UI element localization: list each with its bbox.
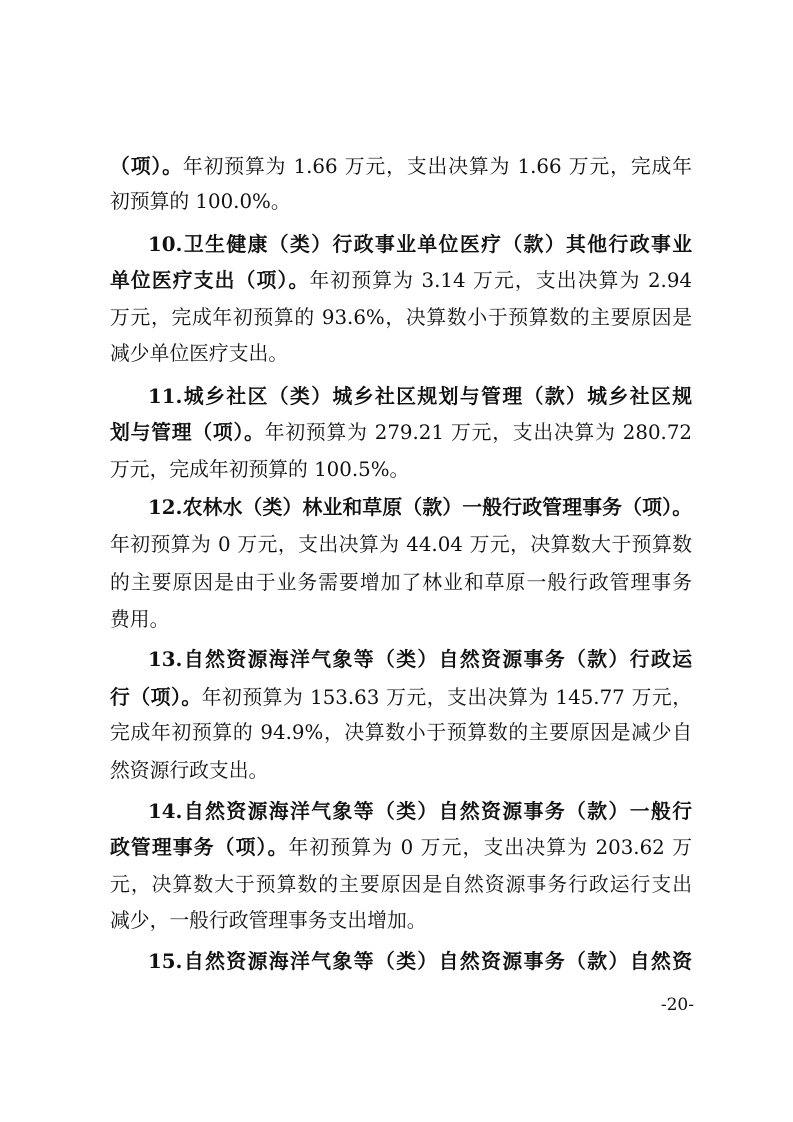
text-line <box>110 830 692 864</box>
text-line <box>110 754 692 788</box>
bold-heading-fragment: 单位医疗支出（项）。 <box>110 268 310 292</box>
body-text-fragment: 的主要原因是由于业务需要增加了林业和草原一般行政管理事务 <box>110 571 692 594</box>
bold-heading-fragment: （项）。 <box>110 154 183 178</box>
body-text-fragment: 万元，完成年初预算的 93.6%，决算数小于预算数的主要原因是 <box>110 306 692 329</box>
body-text-fragment: 初预算的 100.0%。 <box>110 190 291 213</box>
text-line <box>110 528 692 562</box>
text-line <box>110 904 692 938</box>
body-text-fragment: 年初预算为 1.66 万元，支出决算为 1.66 万元，完成年 <box>182 155 692 178</box>
text-line <box>110 453 692 487</box>
text-line <box>110 301 692 335</box>
bold-heading-fragment: 行（项）。 <box>110 685 202 709</box>
body-text-fragment: 元，决算数大于预算数的主要原因是自然资源事务行政运行支出 <box>110 873 692 896</box>
bold-heading-fragment: 划与管理（项）。 <box>110 420 265 444</box>
body-text-fragment: 完成年初预算的 94.9%，决算数小于预算数的主要原因是减少自 <box>110 721 692 744</box>
bold-heading-fragment: 12.农林水（类）林业和草原（款）一般行政管理事务（项）。 <box>148 495 692 519</box>
bold-heading-fragment: 11.城乡社区（类）城乡社区规划与管理（款）城乡社区规 <box>148 384 692 408</box>
section-heading-line <box>148 794 692 828</box>
body-text-fragment: 年初预算为 3.14 万元，支出决算为 2.94 <box>309 269 692 292</box>
text-line <box>110 566 692 600</box>
text-line <box>110 716 692 750</box>
text-line <box>110 263 692 297</box>
bold-heading-fragment: 15.自然资源海洋气象等（类）自然资源事务（款）自然资 <box>148 949 692 973</box>
body-text-fragment: 年初预算为 0 万元，支出决算为 44.04 万元，决算数大于预算数 <box>110 533 692 556</box>
body-text-fragment: 减少，一般行政管理事务支出增加。 <box>110 909 427 932</box>
bold-heading-fragment: 政管理事务（项）。 <box>110 835 289 859</box>
body-text-fragment: 年初预算为 279.21 万元，支出决算为 280.72 <box>264 421 693 444</box>
section-heading-line <box>148 642 692 676</box>
body-text-fragment: 年初预算为 153.63 万元，支出决算为 145.77 万元， <box>201 686 692 709</box>
body-text-fragment: 减少单位医疗支出。 <box>110 342 289 365</box>
text-line <box>110 149 692 183</box>
section-heading-line <box>148 227 692 261</box>
bold-heading-fragment: 14.自然资源海洋气象等（类）自然资源事务（款）一般行 <box>148 799 692 823</box>
section-heading-line <box>148 490 692 524</box>
text-line <box>110 185 692 219</box>
page-number: -20- <box>660 995 694 1015</box>
text-line <box>110 680 692 714</box>
text-line <box>110 337 692 371</box>
text-line <box>110 415 692 449</box>
bold-heading-fragment: 10.卫生健康（类）行政事业单位医疗（款）其他行政事业 <box>148 232 692 256</box>
body-text-fragment: 年初预算为 0 万元，支出决算为 203.62 万 <box>288 836 692 859</box>
body-text-fragment: 万元，完成年初预算的 100.5%。 <box>110 458 410 481</box>
body-text-fragment: 费用。 <box>110 608 170 631</box>
section-heading-line <box>148 379 692 413</box>
text-line <box>110 603 692 637</box>
section-heading-line <box>148 944 692 978</box>
text-line <box>110 868 692 902</box>
body-text-fragment: 然资源行政支出。 <box>110 759 269 782</box>
bold-heading-fragment: 13.自然资源海洋气象等（类）自然资源事务（款）行政运 <box>148 647 692 671</box>
